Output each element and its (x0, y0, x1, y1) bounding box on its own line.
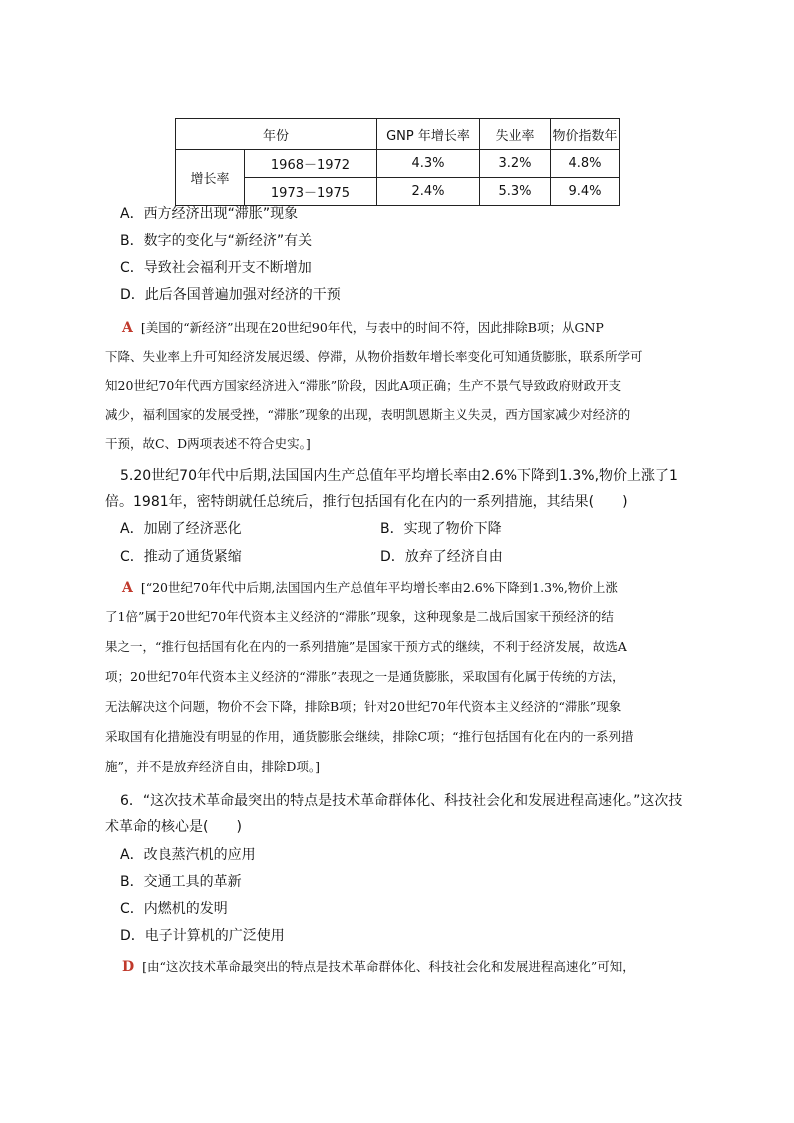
explanation-text: [美国的“新经济”出现在20世纪90年代，与表中的时间不符，因此排除B项；从GNP (140, 320, 604, 335)
table-cell: 2.4% (377, 178, 480, 206)
answer-key: A (122, 580, 133, 596)
q5-explanation-line: 无法解决这个问题，物价不会下降，排除B项；针对20世纪70年代资本主义经济的“滞胀”现象 (105, 699, 622, 714)
table-cell: 5.3% (480, 178, 551, 206)
table-header-row (176, 119, 620, 150)
q4-explanation-line (105, 318, 715, 338)
q6-option-b: B．交通工具的革新 (120, 874, 242, 890)
q5-explanation-line: 采取国有化措施没有明显的作用，通货膨胀会继续，排除C项；“推行包括国有化在内的一系列措 (105, 729, 634, 744)
q6-option-c: C．内燃机的发明 (120, 901, 228, 917)
answer-key: A (122, 320, 133, 336)
table-cell: 1968－1972 (245, 150, 377, 178)
q6-stem-line: 6．“这次技术革命最突出的特点是技术革命群体化、科技社会化和发展进程高速化。”这次技 (120, 793, 683, 809)
q5-options-row (120, 547, 730, 567)
table-header-cell: GNP 年增长率 (377, 119, 480, 150)
table-cell: 4.8% (551, 150, 620, 178)
table-row (176, 150, 620, 178)
q4-option-c: C．导致社会福利开支不断增加 (120, 260, 312, 276)
q4-option-b: B．数字的变化与“新经济”有关 (120, 233, 313, 249)
q4-explanation-line: 干预，故C、D两项表述不符合史实。] (105, 436, 311, 451)
q6-option-a: A．改良蒸汽机的应用 (120, 847, 256, 863)
q5-explanation-line: 了1倍”属于20世纪70年代资本主义经济的“滞胀”现象，这种现象是二战后国家干预经济的结 (105, 609, 614, 624)
table-header-cell: 失业率 (480, 119, 551, 150)
q5-option-c: C．推动了通货紧缩 (120, 549, 242, 565)
q5-explanation-line: 项；20世纪70年代资本主义经济的“滞胀”表现之一是通货膨胀，采取国有化属于传统的方法， (105, 669, 625, 684)
table-cell: 9.4% (551, 178, 620, 206)
q5-explanation-line (105, 578, 715, 598)
q5-option-b: B．实现了物价下降 (380, 521, 502, 537)
table-row-label: 增长率 (176, 150, 245, 206)
q5-stem-line: 5.20世纪70年代中后期,法国国内生产总值年平均增长率由2.6%下降到1.3%,物价上涨了1 (120, 468, 678, 484)
q5-option-d: D．放弃了经济自由 (380, 549, 503, 565)
q6-explanation-line (105, 957, 715, 977)
q6-stem-line: 术革命的核心是( ) (105, 819, 242, 835)
table-cell: 3.2% (480, 150, 551, 178)
q5-explanation-line: 施”，并不是放弃经济自由，排除D项。] (105, 759, 321, 774)
q4-option-a: A．西方经济出现“滞胀”现象 (120, 206, 299, 222)
q4-explanation-line: 知20世纪70年代西方国家经济进入“滞胀”阶段，因此A项正确；生产不景气导致政府财政开支 (105, 378, 622, 393)
answer-key: D (122, 959, 135, 975)
q4-option-d: D．此后各国普遍加强对经济的干预 (120, 287, 341, 303)
q4-explanation-line: 下降、失业率上升可知经济发展迟缓、停滞，从物价指数年增长率变化可知通货膨胀，联系所学可 (105, 349, 643, 364)
table-header-cell: 物价指数年 (551, 119, 620, 150)
table-header-cell: 年份 (176, 119, 377, 150)
q5-options-row (120, 519, 730, 539)
table-cell: 4.3% (377, 150, 480, 178)
explanation-text: [“20世纪70年代中后期,法国国内生产总值年平均增长率由2.6%下降到1.3%,物价上涨 (140, 580, 618, 595)
q4-explanation-line: 减少，福利国家的发展受挫，“滞胀”现象的出现，表明凯恩斯主义失灵，西方国家减少对经济的 (105, 407, 631, 422)
q5-explanation-line: 果之一，“推行包括国有化在内的一系列措施”是国家干预方式的继续，不利于经济发展，故选A (105, 639, 627, 654)
q6-option-d: D．电子计算机的广泛使用 (120, 928, 285, 944)
q5-option-a: A．加剧了经济恶化 (120, 521, 242, 537)
table-cell: 1973－1975 (245, 178, 377, 206)
q5-stem-line: 倍。1981年，密特朗就任总统后，推行包括国有化在内的一系列措施，其结果( ) (105, 494, 628, 510)
explanation-text: [由“这次技术革命最突出的特点是技术革命群体化、科技社会化和发展进程高速化”可知， (142, 959, 635, 974)
data-table (175, 118, 620, 206)
